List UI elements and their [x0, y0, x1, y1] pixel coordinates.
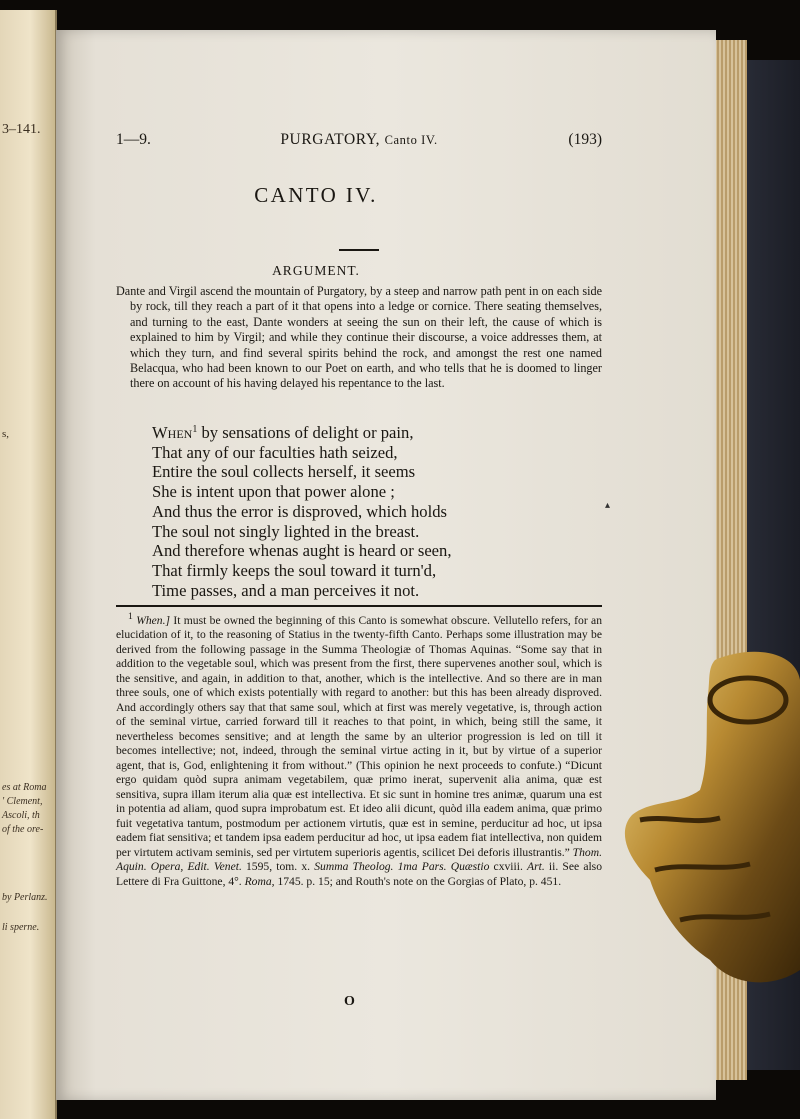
verse-line: Time passes, and a man perceives it not.	[152, 580, 420, 600]
running-head	[116, 131, 602, 153]
verse-line: She is intent upon that power alone ;	[152, 482, 395, 502]
verse-line: And thus the error is disproved, which holds	[152, 501, 447, 521]
title-rule	[339, 249, 379, 251]
footnote-ref: 1	[192, 424, 198, 435]
left-page-note: of the ore-	[2, 824, 44, 835]
footnote-paragraph	[116, 610, 602, 889]
verse-line: That firmly keeps the soul toward it turn'd,	[152, 560, 437, 580]
margin-mark: ▴	[605, 500, 611, 511]
left-page-number: 3–141.	[2, 122, 41, 137]
footnote-body: cxviii.	[489, 860, 528, 874]
book-page	[56, 30, 716, 1100]
page-number: (193)	[568, 131, 602, 148]
left-page-mark: s,	[2, 428, 10, 440]
footnote-body: 1745. p. 15; and Routh's note on the Gorgias of Plato, p. 451.	[274, 874, 562, 888]
footnote-lemma: When.]	[136, 613, 170, 627]
left-page-note: es at Roma	[2, 782, 47, 793]
verse-block	[152, 420, 452, 600]
footnote-body: 1595, tom. x.	[241, 860, 315, 874]
footnote-citation: Roma,	[244, 874, 275, 888]
running-title-main: PURGATORY,	[280, 131, 381, 148]
running-title	[116, 131, 602, 149]
footnote	[116, 610, 602, 889]
verse-first-rest: by sensations of delight or pain,	[197, 423, 414, 442]
footnote-rule	[116, 605, 602, 607]
signature-mark: O	[344, 994, 355, 1009]
argument-text	[116, 284, 602, 392]
running-title-canto: Canto IV.	[384, 133, 438, 147]
footnote-citation: Summa Theolog. 1ma Pars. Quæstio	[314, 860, 490, 874]
footnote-citation: Art.	[527, 860, 545, 874]
footnote-marker: 1	[128, 611, 133, 622]
verse-line: And therefore whenas aught is heard or seen,	[152, 541, 452, 561]
footnote-body: It must be owned the beginning of this Canto is somewhat obscure. Vellutello refers, for an elucidation of it, to the reasoning of Statius in the twenty-fifth Canto. Perhaps some illustration may be derived from the following passage in the Summa Theologiæ of Thomas Aquinas. “Some say that in addition to the vegetable soul, which was present from the first, there supervenes another soul, which is the sensitive, and again, in addition to that, another, which is the intellective. And so there are in man three souls, one of which exists potentially with regard to another: but this has been already disproved. And accordingly others say that that same soul, which at first was merely vegetative, is, through action of the seminal virtue, carried forward till it reaches to that point, in which, being still the same, it nevertheless becomes sensitive; and at length the same by an ulterior progression is led on till it becomes intellective; not, indeed, through the seminal virtue acting in it, but by virtue of a superior agent, that is, God, enlightening it from without.” (This opinion he next proceeds to confute.) “Dicunt ergo quidam quòd supra animam vegetabilem, quæ primo inerat, supervenit alia anima, quæ est sensitiva, supra illam iterum alia quæ est intellectiva. Et sic sunt in homine tres animæ, quarum una est in potentia ad aliam, quod supra improbatum est. Et ideo alii dicunt, quòd illa eadem anima, quæ primo fuit vegetativa tantum, postmodum per actionem virtutis, quæ est in semine, perducitur ad hoc, ut ipsa eadem fiat sensitiva; et tandem ipsa eadem perducitur ad hoc, ut ipsa eadem fiat intellectiva, non quidem per virtutem activam seminis, sed per virtutem superioris agentis, scilicet Dei deforis illustrantis.”	[116, 613, 602, 859]
argument-heading: ARGUMENT.	[272, 263, 360, 278]
footnote-citation: Thom. Aquin. Opera, Edit. Venet.	[116, 845, 602, 874]
verse-line: Entire the soul collects herself, it seems	[152, 462, 416, 482]
left-page-note: by Perlanz.	[2, 892, 48, 903]
left-page-note: ' Clement,	[2, 796, 43, 807]
footnote-body: ii. See also Lettere di Fra Guittone, 4°.	[116, 860, 602, 888]
canto-title: CANTO IV.	[254, 183, 378, 207]
verse-line: That any of our faculties hath seized,	[152, 442, 398, 462]
left-page-edge	[0, 10, 57, 1119]
line-range: 1—9.	[116, 131, 151, 148]
argument-paragraph: Dante and Virgil ascend the mountain of Purgatory, by a steep and narrow path pent in on each side by rock, till they reach a part of it that opens into a ledge or cornice. There seating themselves, and turning to the east, Dante wonders at seeing the sun on their left, the cause of which is explained to him by Virgil; and while they continue their discourse, a voice addresses them, at which they turn, and find several spirits behind the rock, and amongst the rest one named Belacqua, who had been known to our Poet on earth, and who tells that he is doomed to linger there on account of his having delayed his repentance to the last.	[116, 284, 602, 391]
left-page-note: Ascoli, th	[2, 810, 40, 821]
left-page-note: li sperne.	[2, 922, 40, 933]
brass-clip	[620, 640, 800, 1000]
verse-line: The soul not singly lighted in the breast.	[152, 521, 420, 541]
verse-line	[152, 420, 452, 443]
verse-first-word: When	[152, 423, 193, 442]
